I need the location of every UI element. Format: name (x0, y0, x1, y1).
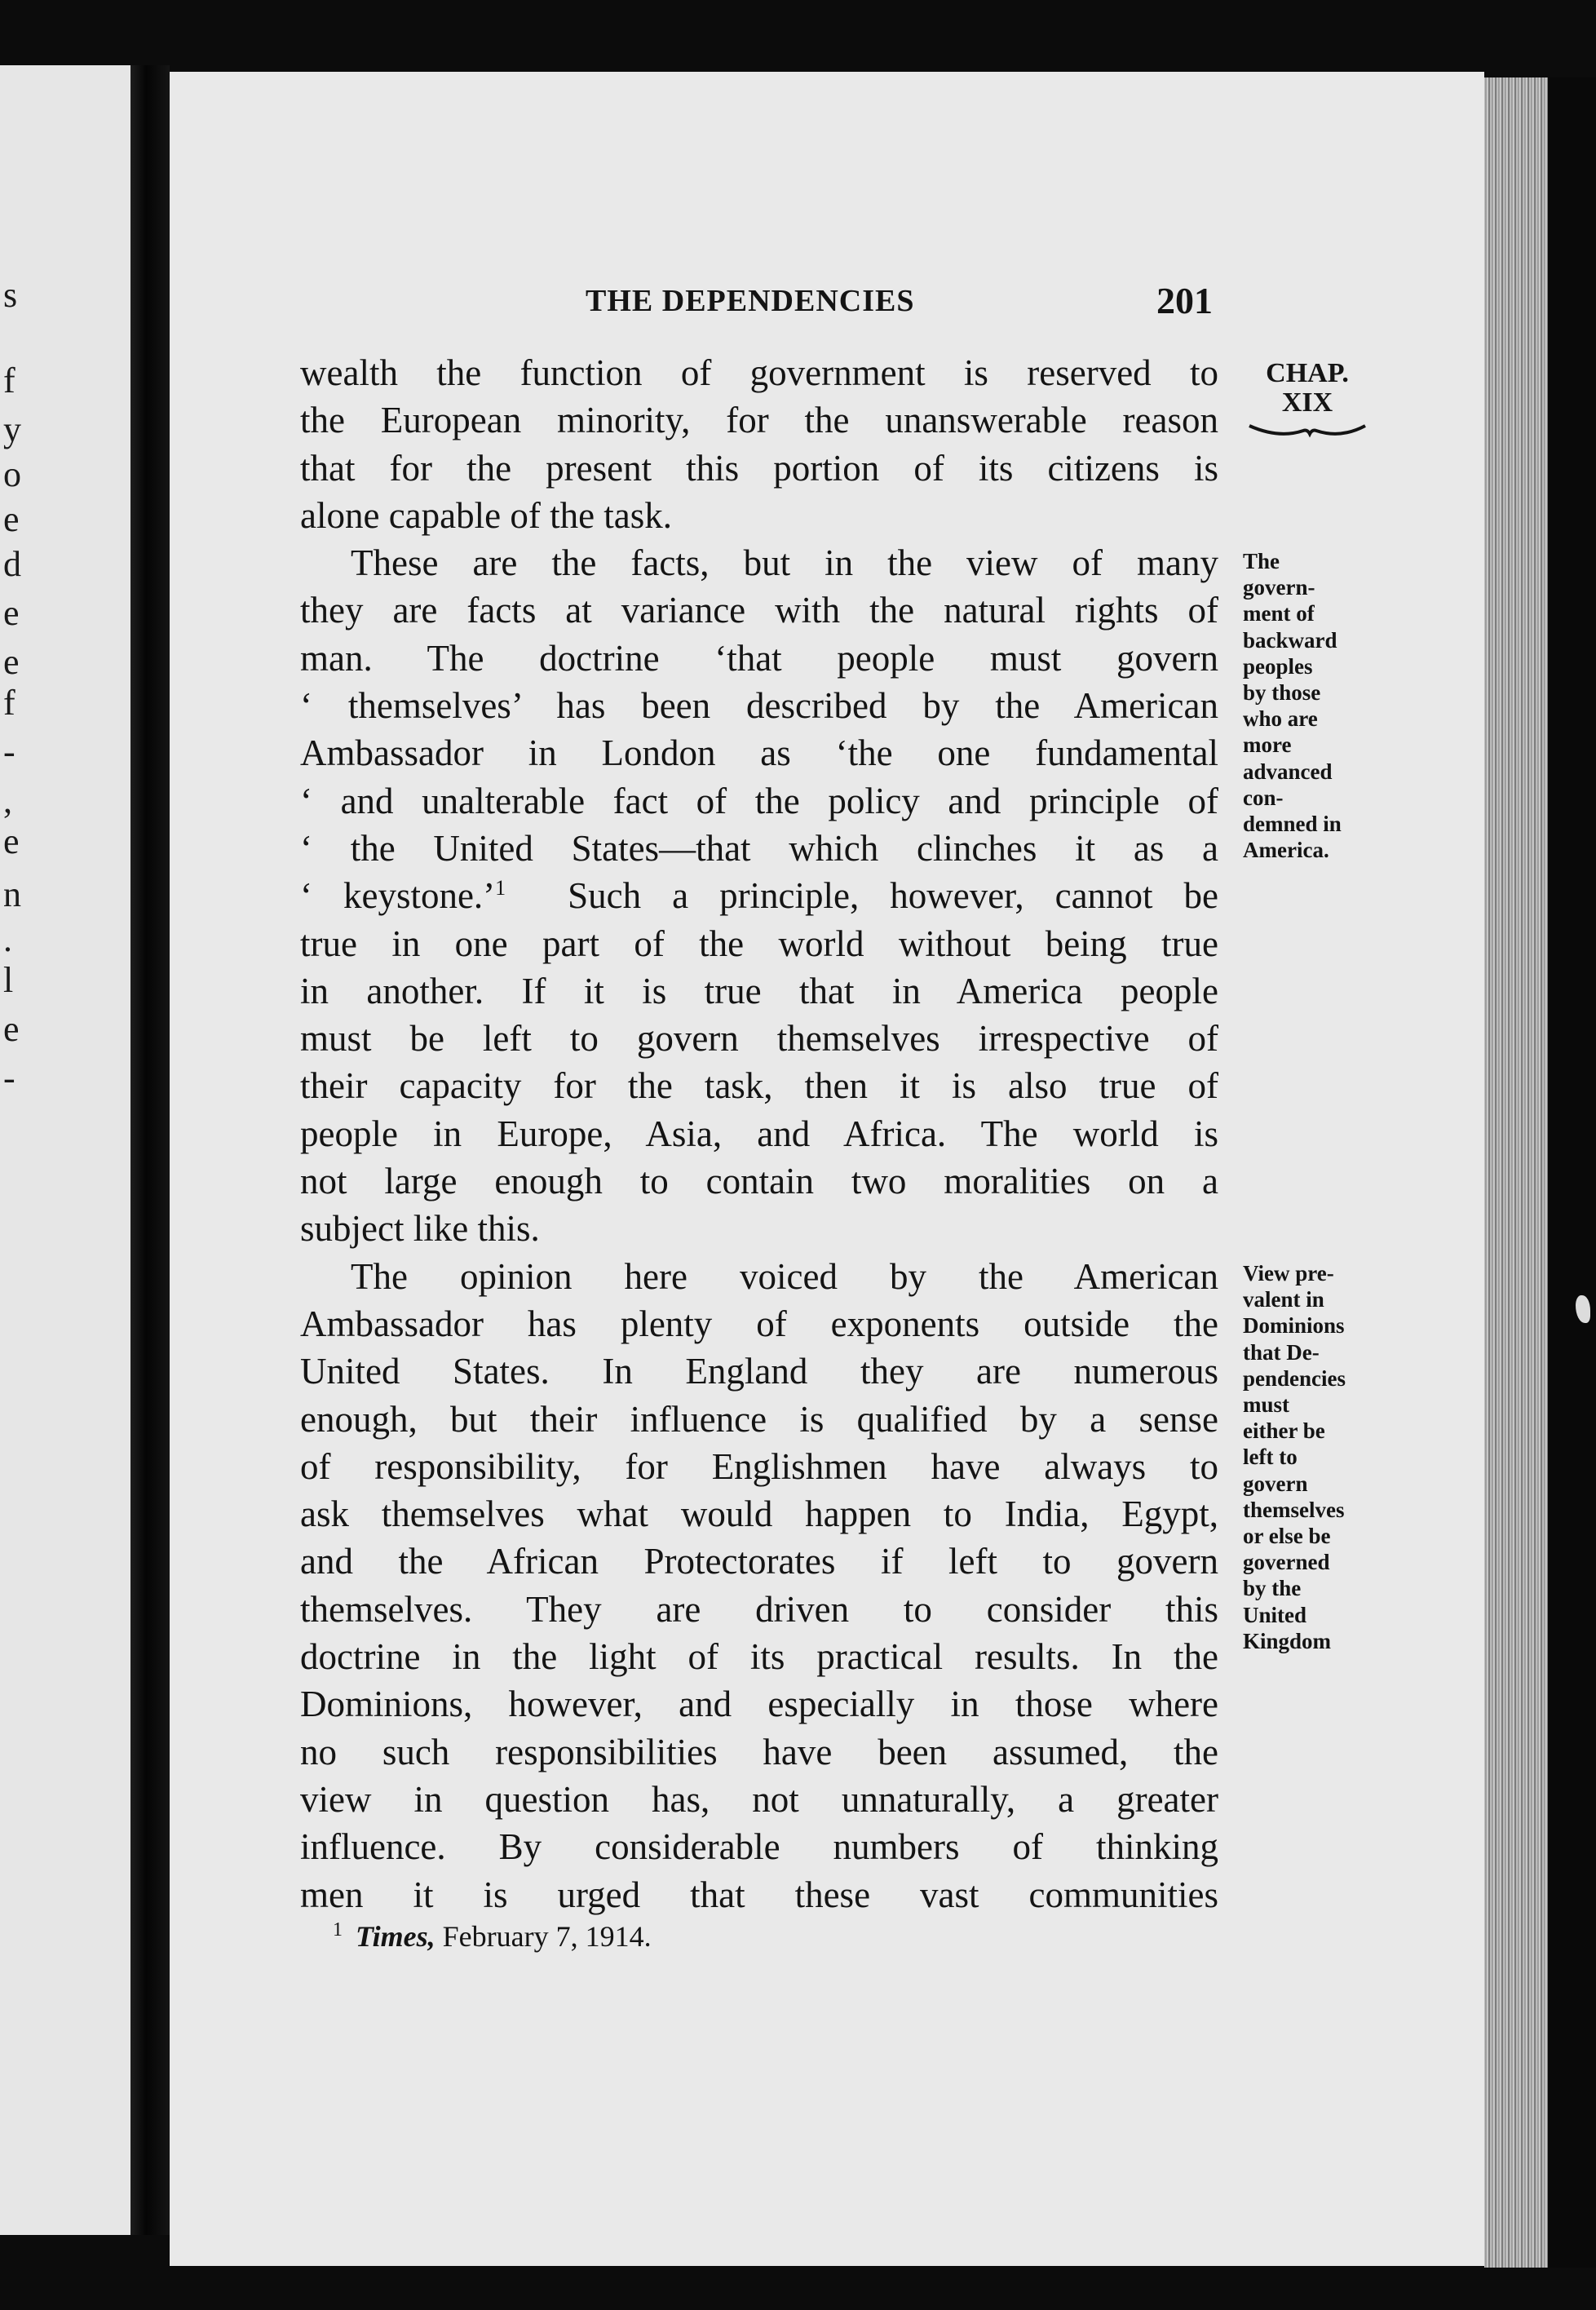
text-line-content: people in Europe, Asia, and Africa. The world is (300, 1113, 1218, 1154)
footnote-marker: 1 (333, 1919, 343, 1940)
text-line-content: ‘ and unalterable fact of the policy and principle of (300, 780, 1218, 821)
text-line-content: the European minority, for the unanswerable reason (300, 400, 1218, 441)
facing-page-letter: , (3, 781, 12, 821)
text-line-content: subject like this. (300, 1208, 540, 1250)
sidenote-line: by those (1243, 680, 1321, 706)
text-line-content: and the African Protectorates if left to govern (300, 1541, 1218, 1582)
text-line (300, 1776, 1218, 1823)
text-line (300, 1823, 1218, 1870)
footnote-reference: 1 (495, 876, 506, 901)
text-line (300, 1015, 1218, 1062)
page-number: 201 (1156, 280, 1213, 321)
sidenote-line: left to (1243, 1445, 1298, 1470)
text-line (300, 967, 1218, 1015)
sidenote-backward-peoples (1243, 548, 1398, 863)
text-line (300, 872, 1218, 919)
text-line (300, 1157, 1218, 1205)
text-line (300, 920, 1218, 967)
sidenote-line: United (1243, 1602, 1307, 1627)
text-line-content: enough, but their influence is qualified by a sense (300, 1398, 1218, 1440)
running-head: THE DEPENDENCIES (586, 284, 915, 318)
sidenote-line: more (1243, 732, 1292, 758)
sidenote-line: governed (1243, 1550, 1330, 1575)
sidenote-line: View pre- (1243, 1261, 1334, 1286)
footnote-source-title: Times, (356, 1920, 435, 1953)
text-line (300, 539, 1218, 586)
text-line-content: that for the present this portion of its citizens is (300, 447, 1218, 489)
book-gutter (130, 65, 170, 2235)
text-line-content: their capacity for the task, then it is also true of (300, 1065, 1218, 1107)
text-line-content: of responsibility, for Englishmen have always to (300, 1445, 1218, 1487)
sidenote-line: The (1243, 549, 1280, 573)
facing-page-letter: e (3, 1009, 20, 1049)
text-line (300, 1443, 1218, 1490)
text-line-content: ‘ the United States—that which clinches it as a (300, 827, 1218, 869)
text-line (300, 1680, 1218, 1728)
facing-page-letter: e (3, 499, 20, 539)
sidenote-line: that De- (1243, 1339, 1320, 1365)
text-line (300, 492, 1218, 539)
chapter-number: XIX (1281, 387, 1333, 418)
text-line-content: wealth the function of government is reserved to (300, 352, 1218, 393)
facing-page-letter: - (3, 732, 15, 772)
sidenote-dominions-view (1243, 1260, 1398, 1654)
text-line-content: true in one part of the world without being true (300, 923, 1218, 964)
sidenote-line: govern- (1243, 575, 1315, 600)
text-line (300, 777, 1218, 825)
sidenote-line: must (1243, 1392, 1290, 1418)
text-line-content: Dominions, however, and especially in those where (300, 1684, 1218, 1725)
text-line-content: men it is urged that these vast communities (300, 1874, 1218, 1915)
footnote-text: February 7, 1914. (435, 1920, 652, 1953)
text-line-content: doctrine in the light of its practical results. In the (300, 1636, 1218, 1678)
text-line (300, 1348, 1218, 1395)
text-line (300, 1871, 1218, 1918)
facing-page-letter: e (3, 642, 20, 682)
text-line (300, 729, 1218, 777)
facing-page-letter: e (3, 593, 20, 633)
text-line-content: ask themselves what would happen to India, Egypt, (300, 1494, 1218, 1535)
text-line (300, 586, 1218, 634)
sidenote-line: peoples (1243, 653, 1313, 679)
facing-page-letter: d (3, 544, 21, 584)
facing-page-letter: l (3, 960, 14, 1000)
text-line (300, 1205, 1218, 1252)
facing-page-fragment (0, 65, 130, 2235)
text-line-content: The opinion here voiced by the American (351, 1255, 1218, 1297)
sidenote-line: America. (1243, 838, 1329, 863)
text-line-content: Ambassador in London as ‘the one fundamental (300, 732, 1218, 774)
text-line-content: view in question has, not unnaturally, a greater (300, 1778, 1218, 1820)
text-line-content: alone capable of the task. (300, 494, 673, 536)
text-line (300, 1633, 1218, 1680)
chapter-marker (1254, 359, 1360, 440)
text-line-content: These are the facts, but in the view of many (351, 542, 1218, 584)
sidenote-line: ment of (1243, 601, 1315, 626)
text-line (300, 1062, 1218, 1109)
text-line-content: ‘ keystone.’ (300, 875, 496, 917)
facing-page-letter: s (3, 275, 18, 315)
facing-page-letter: e (3, 821, 20, 861)
text-line (300, 825, 1218, 872)
facing-page-letter: f (3, 683, 15, 723)
text-line-content: man. The doctrine ‘that people must govern (300, 637, 1218, 679)
facing-page-letter: n (3, 874, 21, 914)
text-line (300, 1396, 1218, 1443)
footnote (333, 1919, 652, 1954)
sidenote-line: who are (1243, 706, 1318, 732)
sidenote-line: by the (1243, 1576, 1302, 1601)
text-line-content: in another. If it is true that in America people (300, 970, 1218, 1011)
text-line-content: no such responsibilities have been assumed, the (300, 1731, 1218, 1772)
text-line-content: not large enough to contain two moralities on a (300, 1161, 1218, 1202)
scan-background (1548, 77, 1596, 2268)
text-line-continuation: Such a principle, however, cannot be (506, 875, 1218, 917)
sidenote-line: demned in (1243, 812, 1342, 837)
sidenote-line: either be (1243, 1418, 1325, 1444)
sidenote-line: pendencies (1243, 1365, 1346, 1391)
chapter-label: CHAP. (1266, 358, 1349, 388)
facing-page-letter: y (3, 409, 21, 449)
text-line-content: influence. By considerable numbers of thinking (300, 1826, 1218, 1868)
facing-page-letter: - (3, 1058, 15, 1098)
sidenote-line: backward (1243, 627, 1337, 653)
text-line (300, 682, 1218, 729)
text-line (300, 445, 1218, 492)
text-line (300, 1253, 1218, 1300)
text-line-content: Ambassador has plenty of exponents outside the (300, 1303, 1218, 1344)
text-line (300, 1586, 1218, 1633)
sidenote-line: con- (1243, 785, 1284, 810)
text-line (300, 1490, 1218, 1538)
text-line-content: they are facts at variance with the natural rights of (300, 590, 1218, 631)
facing-page-letter: f (3, 361, 15, 400)
sidenote-line: or else be (1243, 1524, 1331, 1549)
text-line (300, 396, 1218, 444)
sidenote-line: Dominions (1243, 1313, 1345, 1339)
text-line-content: ‘ themselves’ has been described by the American (300, 685, 1218, 727)
sidenote-line: Kingdom (1243, 1628, 1332, 1653)
facing-page-letter: . (3, 919, 12, 959)
text-line (300, 1110, 1218, 1157)
page-stack-edge (1484, 77, 1548, 2268)
sidenote-line: advanced (1243, 759, 1333, 784)
text-line (300, 1538, 1218, 1585)
text-line (300, 349, 1218, 396)
sidenote-line: govern (1243, 1471, 1308, 1496)
body-text (300, 349, 1218, 1918)
sidenote-line: valent in (1243, 1287, 1324, 1312)
brace-ornament-icon (1246, 423, 1368, 440)
facing-page-letter: o (3, 454, 21, 494)
text-line (300, 635, 1218, 682)
text-line (300, 1300, 1218, 1348)
text-line-content: must be left to govern themselves irrespective of (300, 1018, 1218, 1060)
text-line-content: themselves. They are driven to consider this (300, 1588, 1218, 1630)
text-line-content: United States. In England they are numerous (300, 1351, 1218, 1392)
sidenote-line: themselves (1243, 1497, 1345, 1522)
text-line (300, 1728, 1218, 1776)
